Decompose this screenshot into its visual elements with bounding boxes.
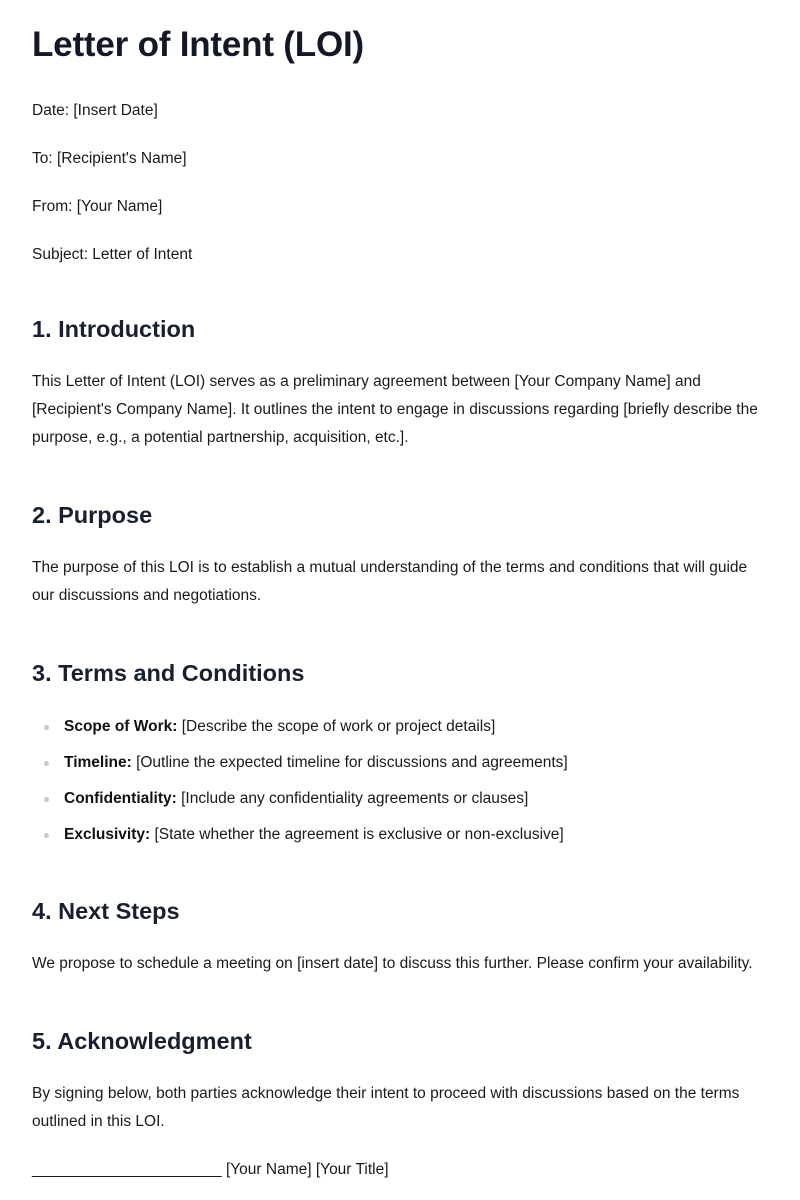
next-steps-heading: 4. Next Steps bbox=[32, 898, 180, 924]
terms-item-text: [Include any confidentiality agreements or clauses] bbox=[176, 790, 529, 807]
document-title: Letter of Intent (LOI) bbox=[32, 25, 364, 64]
introduction-text: This Letter of Intent (LOI) serves as a preliminary agreement between [Your Company Name] and [Recipient's Company Name]. It outlines the intent to engage in discussions regarding [briefly describe the purpose, e.g., a potential partnership, acquisition, etc.]. bbox=[32, 373, 758, 446]
terms-item-confidentiality bbox=[32, 788, 768, 810]
terms-item-label: Timeline: bbox=[64, 754, 132, 771]
introduction-heading: 1. Introduction bbox=[32, 316, 196, 342]
subject-line: Subject: Letter of Intent bbox=[32, 246, 193, 263]
acknowledgment-text: By signing below, both parties acknowledge their intent to proceed with discussions based on the terms outlined in this LOI. bbox=[32, 1085, 740, 1130]
terms-item-scope bbox=[32, 716, 768, 738]
purpose-heading: 2. Purpose bbox=[32, 502, 153, 528]
purpose-text: The purpose of this LOI is to establish a mutual understanding of the terms and conditions that will guide our discussions and negotiations. bbox=[32, 559, 748, 604]
from-line: From: [Your Name] bbox=[32, 198, 163, 215]
acknowledgment-heading: 5. Acknowledgment bbox=[32, 1028, 252, 1054]
terms-item-exclusivity bbox=[32, 824, 768, 846]
terms-list bbox=[32, 716, 768, 846]
bullet-icon bbox=[44, 797, 49, 802]
terms-item-label: Scope of Work: bbox=[64, 718, 178, 735]
terms-heading: 3. Terms and Conditions bbox=[32, 660, 305, 686]
terms-item-timeline bbox=[32, 752, 768, 774]
terms-item-text: [Outline the expected timeline for discussions and agreements] bbox=[131, 754, 568, 771]
bullet-icon bbox=[44, 833, 49, 838]
bullet-icon bbox=[44, 725, 49, 730]
terms-item-label: Confidentiality: bbox=[64, 790, 177, 807]
signature-line: ______________________ [Your Name] [Your Title] bbox=[32, 1161, 389, 1178]
terms-item-label: Exclusivity: bbox=[64, 826, 151, 843]
terms-item-text: [State whether the agreement is exclusive or non-exclusive] bbox=[150, 826, 564, 843]
date-line: Date: [Insert Date] bbox=[32, 102, 158, 119]
bullet-icon bbox=[44, 761, 49, 766]
terms-item-text: [Describe the scope of work or project details] bbox=[177, 718, 496, 735]
next-steps-text: We propose to schedule a meeting on [insert date] to discuss this further. Please confirm your availability. bbox=[32, 955, 753, 972]
to-line: To: [Recipient's Name] bbox=[32, 150, 187, 167]
